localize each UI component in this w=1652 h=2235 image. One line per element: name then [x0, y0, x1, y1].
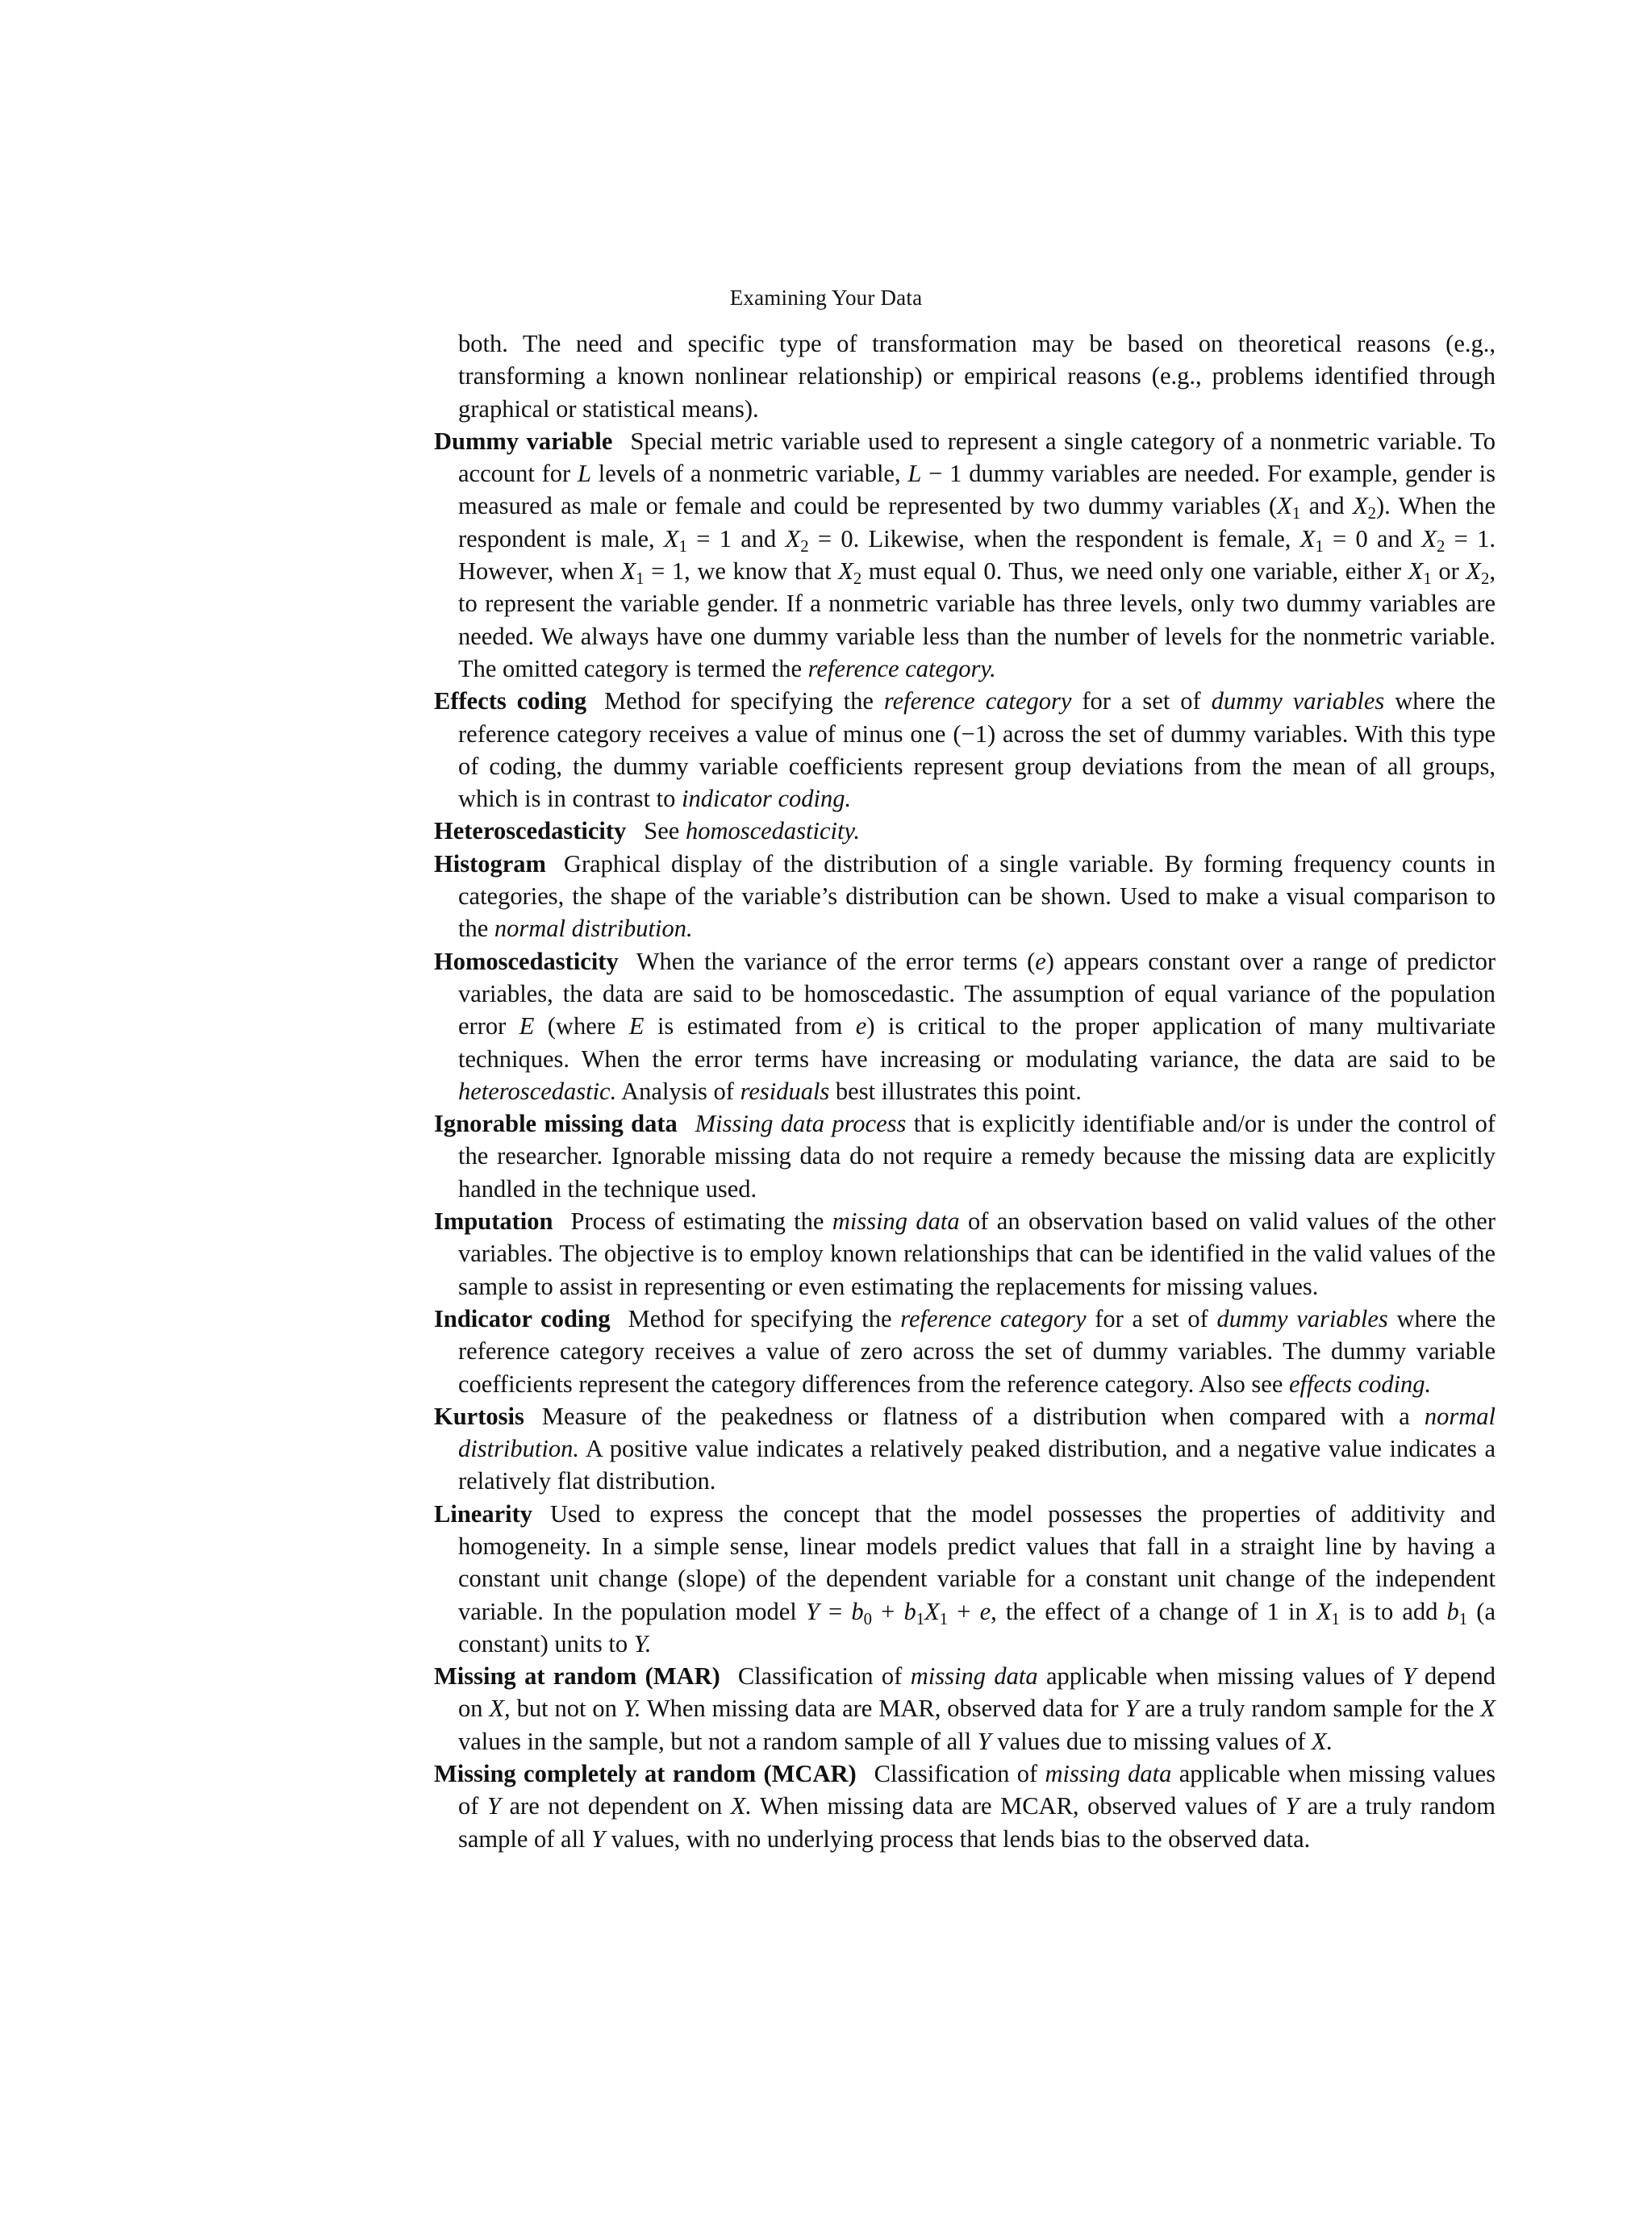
- definition-text: +: [948, 1597, 980, 1625]
- italic-text: indicator coding.: [682, 785, 852, 813]
- subscript: 1: [636, 569, 645, 588]
- subscript: 2: [800, 537, 809, 556]
- italic-text: L: [578, 460, 591, 488]
- italic-text: reference category: [900, 1304, 1087, 1332]
- definition-text: See: [644, 817, 686, 845]
- definition-text: that is explicitly identifiable and/or is under the control of the researcher. Ignorable missing data do not require a remedy because the missing data are explicitly handled in the technique used.: [458, 1110, 1496, 1203]
- running-header: Examining Your Data: [729, 286, 923, 310]
- definition-text: (where: [534, 1012, 629, 1040]
- subscript: 1: [1291, 505, 1301, 523]
- italic-text: X: [1316, 1597, 1332, 1625]
- italic-text: X: [663, 524, 679, 552]
- definition-text: Graphical display of the distribution of a single variable. By forming frequency counts in categories, the shape of the variable’s distribution can be shown. Used to make a visual comparison to the: [458, 849, 1496, 943]
- italic-text: e: [855, 1012, 867, 1040]
- italic-text: dummy variables: [1216, 1304, 1388, 1332]
- definition-text: where the reference category receives a value of zero across the set of dummy variables. The dummy variable coefficients represent the category differences from the reference category. Also see: [458, 1304, 1496, 1398]
- glossary-term: Effects coding: [434, 687, 587, 715]
- definition-text: = 0. Likewise, when the respondent is female,: [808, 524, 1300, 552]
- italic-text: missing data: [832, 1207, 960, 1236]
- definition-text: When the variance of the error terms (: [636, 947, 1036, 975]
- italic-text: Y: [805, 1597, 820, 1625]
- glossary-entries: [434, 425, 1496, 1855]
- definition-text: are not dependent on: [500, 1792, 731, 1820]
- italic-text: Y: [486, 1792, 501, 1820]
- glossary-entry: [434, 685, 1496, 815]
- definition-text: applicable when missing values of: [1037, 1662, 1403, 1691]
- definition-text: values, with no underlying process that lends bias to the observed data.: [605, 1824, 1311, 1853]
- italic-text: X: [1466, 557, 1481, 586]
- glossary-term: Dummy variable: [434, 427, 613, 455]
- glossary-term: Indicator coding: [434, 1304, 611, 1332]
- glossary-entry: [434, 1205, 1496, 1303]
- italic-text: X: [1480, 1695, 1496, 1723]
- definition-text: values due to missing values of: [991, 1727, 1312, 1755]
- definition-text: best illustrates this point.: [829, 1077, 1082, 1105]
- subscript: 1: [1315, 537, 1324, 556]
- definition-text: , the effect of a change of 1 in: [991, 1597, 1316, 1625]
- subscript: 2: [1436, 537, 1446, 556]
- definition-text: Classification of: [874, 1760, 1045, 1788]
- italic-text: Y.: [623, 1695, 641, 1723]
- italic-text: Y: [977, 1727, 991, 1755]
- italic-text: b: [851, 1597, 864, 1625]
- italic-text: normal distribution.: [458, 1402, 1496, 1463]
- definition-text: for a set of: [1086, 1304, 1217, 1332]
- italic-text: X: [620, 557, 636, 586]
- glossary-entry: [434, 848, 1496, 945]
- italic-text: normal distribution.: [494, 915, 693, 943]
- subscript: 1: [939, 1610, 949, 1628]
- glossary-entry: [434, 1303, 1496, 1400]
- italic-text: X: [1408, 557, 1424, 586]
- definition-text: , to represent the variable gender. If a nonmetric variable has three levels, only two dummy variables are needed. We always have one dummy variable less than the number of levels for the nonmetric variable. The omitted category is termed the: [458, 557, 1496, 682]
- glossary-entry: [434, 1107, 1496, 1205]
- definition-text: must equal 0. Thus, we need only one variable, either: [861, 557, 1408, 586]
- italic-text: reference category: [883, 687, 1072, 715]
- glossary-body: [434, 327, 1496, 1855]
- italic-text: Y: [1402, 1662, 1416, 1691]
- definition-text: are a truly random sample of all: [458, 1792, 1496, 1853]
- italic-text: X: [1421, 524, 1437, 552]
- definition-text: is estimated from: [644, 1012, 856, 1040]
- italic-text: L: [907, 460, 922, 488]
- definition-text: Process of estimating the: [570, 1207, 832, 1236]
- definition-text: =: [819, 1597, 852, 1625]
- subscript: 2: [853, 569, 862, 588]
- glossary-term: Missing completely at random (MCAR): [434, 1760, 857, 1788]
- glossary-term: Heteroscedasticity: [434, 817, 627, 845]
- definition-text: is to add: [1339, 1597, 1447, 1625]
- italic-text: residuals: [740, 1077, 830, 1105]
- definition-text: applicable when missing values of: [458, 1760, 1496, 1820]
- subscript: 2: [1367, 505, 1376, 523]
- italic-text: e: [979, 1597, 991, 1625]
- subscript: 1: [1423, 569, 1432, 588]
- subscript: 0: [863, 1610, 872, 1628]
- definition-text: are a truly random sample for the: [1138, 1695, 1481, 1723]
- italic-text: dummy variables: [1211, 687, 1385, 715]
- glossary-entry: [434, 945, 1496, 1107]
- subscript: 2: [1481, 569, 1490, 588]
- italic-text: b: [903, 1597, 916, 1625]
- italic-text: X: [1352, 492, 1368, 520]
- definition-text: of an observation based on valid values of the other variables. The objective is to employ known relationships that can be identified in the valid values of the sample to assist in representing or even estimating the replacements for missing values.: [458, 1207, 1496, 1300]
- italic-text: Y: [591, 1824, 606, 1853]
- italic-text: X,: [489, 1695, 511, 1723]
- glossary-term: Homoscedasticity: [434, 947, 619, 975]
- definition-text: for a set of: [1071, 687, 1212, 715]
- definition-text: − 1 dummy variables are needed. For example, gender is measured as male or female and could be represented by two dummy variables (: [458, 460, 1496, 520]
- glossary-term: Ignorable missing data: [434, 1110, 678, 1138]
- italic-text: X: [838, 557, 853, 586]
- italic-text: Y: [1124, 1695, 1139, 1723]
- italic-text: effects coding.: [1289, 1370, 1432, 1398]
- definition-text: Method for specifying the: [628, 1304, 901, 1332]
- definition-text: = 1. However, when: [458, 524, 1496, 586]
- glossary-entry: [434, 1660, 1496, 1758]
- italic-text: X: [1277, 492, 1292, 520]
- definition-text: depend on: [458, 1662, 1496, 1723]
- definition-text: Special metric variable used to represent a single category of a nonmetric variable. To account for: [458, 427, 1496, 488]
- definition-text: When missing data are MCAR, observed values of: [752, 1792, 1286, 1820]
- glossary-term: Kurtosis: [434, 1402, 524, 1430]
- italic-text: Y: [1285, 1792, 1299, 1820]
- glossary-entry: [434, 1400, 1496, 1498]
- italic-text: Y.: [633, 1629, 652, 1657]
- italic-text: X.: [730, 1792, 753, 1820]
- glossary-entry: [434, 815, 1496, 847]
- definition-text: and: [1300, 492, 1353, 520]
- glossary-term: Histogram: [434, 849, 546, 878]
- definition-text: levels of a nonmetric variable,: [590, 460, 908, 488]
- italic-text: X.: [1312, 1727, 1333, 1755]
- subscript: 1: [916, 1610, 925, 1628]
- definition-text: or: [1431, 557, 1466, 586]
- definition-text: Analysis of: [616, 1077, 740, 1105]
- definition-text: Classification of: [737, 1662, 911, 1691]
- definition-text: ) is critical to the proper application of many multivariate techniques. When the error terms have increasing or modulating variance, the data are said to be: [458, 1012, 1496, 1073]
- definition-text: Method for specifying the: [604, 687, 884, 715]
- definition-text: where the reference category receives a value of minus one (−1) across the set of dummy variables. With this type of coding, the dummy variable coefficients represent group deviations from the mean of all groups, which is in contrast to: [458, 687, 1496, 813]
- italic-text: reference category.: [807, 654, 996, 682]
- definition-text: Used to express the concept that the model possesses the properties of additivity and homogeneity. In a simple sense, linear models predict values that fall in a straight line by having a constant unit change (slope) of the dependent variable for a constant unit change of the independent variable. In the population model: [458, 1499, 1496, 1625]
- italic-text: b: [1446, 1597, 1459, 1625]
- glossary-term: Imputation: [434, 1207, 553, 1236]
- definition-text: (a constant) units to: [458, 1597, 1496, 1657]
- glossary-term: Linearity: [434, 1499, 532, 1528]
- italic-text: missing data: [1045, 1760, 1172, 1788]
- definition-text: = 1 and: [686, 524, 786, 552]
- glossary-entry: [434, 425, 1496, 685]
- italic-text: X: [785, 524, 801, 552]
- glossary-term: Missing at random (MAR): [434, 1662, 720, 1691]
- italic-text: Missing data process: [695, 1110, 907, 1138]
- definition-text: Measure of the peakedness or flatness of a distribution when compared with a: [541, 1402, 1425, 1430]
- italic-text: E: [628, 1012, 645, 1040]
- italic-text: homoscedasticity.: [685, 817, 860, 845]
- italic-text: X: [1299, 524, 1316, 552]
- subscript: 1: [678, 537, 687, 556]
- italic-text: E: [519, 1012, 535, 1040]
- definition-text: = 0 and: [1323, 524, 1422, 552]
- definition-text: +: [872, 1597, 904, 1625]
- definition-text: but not on: [510, 1695, 624, 1723]
- subscript: 1: [1331, 1610, 1340, 1628]
- definition-text: ). When the respondent is male,: [458, 492, 1496, 552]
- continuation-paragraph: both. The need and specific type of transformation may be based on theoretical reasons (e.g., transforming a known nonlinear relationship) or empirical reasons (e.g., problems identified through graphical or statistical means).: [458, 330, 1496, 423]
- definition-text: ) appears constant over a range of predictor variables, the data are said to be homoscedastic. The assumption of equal variance of the population error: [458, 947, 1496, 1040]
- definition-text: values in the sample, but not a random sample of all: [458, 1727, 978, 1755]
- definition-text: A positive value indicates a relatively peaked distribution, and a negative value indicates a relatively flat distribution.: [458, 1435, 1496, 1495]
- definition-text: When missing data are MAR, observed data for: [640, 1695, 1125, 1723]
- italic-text: heteroscedastic.: [458, 1077, 617, 1105]
- italic-text: X: [924, 1597, 940, 1625]
- definition-text: = 1, we know that: [644, 557, 839, 586]
- glossary-entry: [434, 1498, 1496, 1660]
- italic-text: missing data: [910, 1662, 1038, 1691]
- italic-text: e: [1035, 947, 1046, 975]
- subscript: 1: [1458, 1610, 1468, 1628]
- glossary-entry: [434, 1758, 1496, 1855]
